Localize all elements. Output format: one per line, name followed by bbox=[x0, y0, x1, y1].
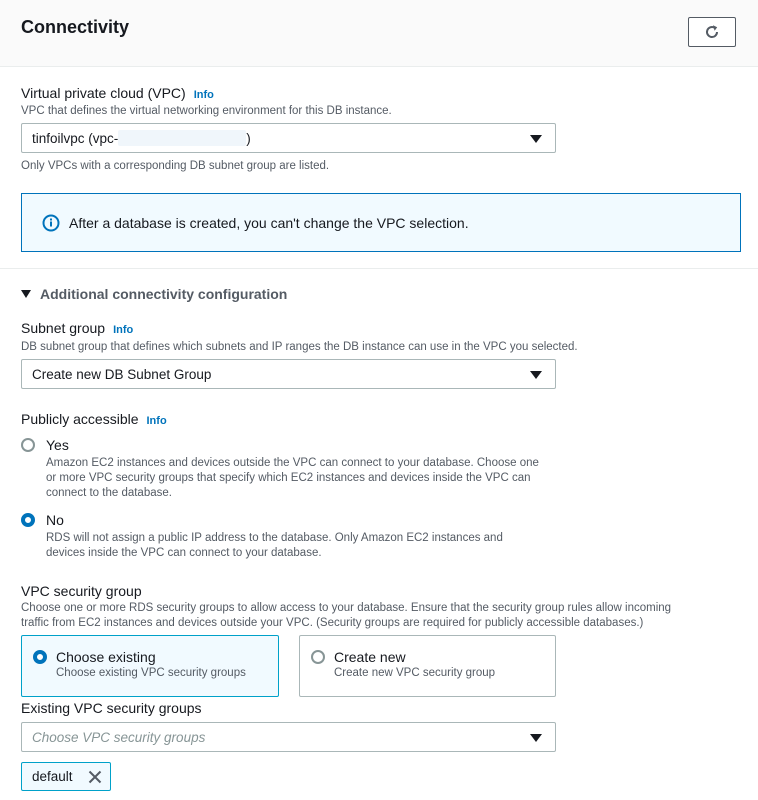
public-yes-desc-2: or more VPC security groups that specify which EC2 instances and devices inside the VPC can bbox=[46, 472, 531, 484]
redacted-vpc-id bbox=[118, 130, 246, 146]
public-no-desc-2: devices inside the VPC can connect to your database. bbox=[46, 547, 322, 559]
vpc-selected-suffix: ) bbox=[246, 130, 251, 146]
subnet-label: Subnet group bbox=[21, 320, 106, 336]
public-yes-desc-1: Amazon EC2 instances and devices outside the VPC can connect to your database. Choose one bbox=[46, 457, 539, 469]
caret-down-icon bbox=[21, 290, 31, 298]
create-new-radio[interactable] bbox=[311, 650, 325, 664]
section-header bbox=[0, 0, 758, 67]
security-groups-select[interactable] bbox=[21, 722, 556, 752]
create-new-desc: Create new VPC security group bbox=[334, 667, 496, 679]
additional-config-toggle[interactable] bbox=[21, 286, 287, 302]
page-title: Connectivity bbox=[21, 17, 130, 37]
subnet-description: DB subnet group that defines which subnets and IP ranges the DB instance can use in the VPC you selected. bbox=[21, 341, 578, 353]
vpc-label: Virtual private cloud (VPC) bbox=[21, 85, 186, 101]
alert-text: After a database is created, you can't change the VPC selection. bbox=[69, 214, 469, 231]
public-yes-label[interactable]: Yes bbox=[46, 437, 69, 453]
choose-existing-title: Choose existing bbox=[56, 649, 156, 665]
vpc-label-row bbox=[21, 85, 214, 101]
public-no-desc-1: RDS will not assign a public IP address to the database. Only Amazon EC2 instances and bbox=[46, 532, 503, 544]
vpc-selected-prefix: tinfoilvpc (vpc- bbox=[32, 130, 119, 146]
subnet-label-row bbox=[21, 320, 133, 336]
sg-desc-2: traffic from EC2 instances and devices outside your VPC. (Security groups are required for publicly accessible databases.) bbox=[21, 617, 644, 629]
choose-existing-desc: Choose existing VPC security groups bbox=[56, 667, 246, 679]
subnet-info-link[interactable]: Info bbox=[113, 324, 134, 336]
sg-desc-1: Choose one or more RDS security groups to allow access to your database. Ensure that the security group rules allow incoming bbox=[21, 602, 672, 614]
public-yes-radio[interactable] bbox=[21, 438, 35, 452]
close-icon[interactable] bbox=[87, 769, 103, 785]
token-label: default bbox=[32, 769, 73, 784]
refresh-icon bbox=[704, 24, 720, 40]
caret-down-icon bbox=[530, 371, 542, 379]
create-new-title: Create new bbox=[334, 649, 406, 665]
caret-down-icon bbox=[530, 135, 542, 143]
sg-label: VPC security group bbox=[21, 583, 142, 599]
additional-config-label: Additional connectivity configuration bbox=[40, 286, 288, 302]
choose-existing-tile[interactable] bbox=[21, 635, 279, 697]
public-info-link[interactable]: Info bbox=[146, 415, 167, 427]
existing-sg-label: Existing VPC security groups bbox=[21, 700, 202, 716]
vpc-info-link[interactable]: Info bbox=[193, 89, 214, 101]
info-alert bbox=[21, 193, 741, 252]
public-label-row bbox=[21, 411, 167, 427]
section-divider bbox=[0, 268, 758, 269]
create-new-tile[interactable] bbox=[299, 635, 556, 697]
vpc-description: VPC that defines the virtual networking environment for this DB instance. bbox=[21, 105, 392, 117]
subnet-select[interactable] bbox=[21, 359, 556, 389]
public-label: Publicly accessible bbox=[21, 411, 139, 427]
public-no-radio[interactable] bbox=[21, 513, 35, 527]
vpc-hint: Only VPCs with a corresponding DB subnet group are listed. bbox=[21, 160, 330, 172]
caret-down-icon bbox=[530, 734, 542, 742]
public-yes-desc-3: connect to the database. bbox=[46, 487, 172, 499]
public-no-label[interactable]: No bbox=[46, 512, 64, 528]
security-group-token bbox=[21, 762, 111, 791]
refresh-button[interactable] bbox=[688, 17, 736, 47]
security-groups-placeholder: Choose VPC security groups bbox=[32, 729, 206, 745]
choose-existing-radio[interactable] bbox=[33, 650, 47, 664]
info-circle-icon bbox=[42, 214, 60, 232]
subnet-selected: Create new DB Subnet Group bbox=[32, 366, 212, 382]
vpc-select[interactable] bbox=[21, 123, 556, 153]
